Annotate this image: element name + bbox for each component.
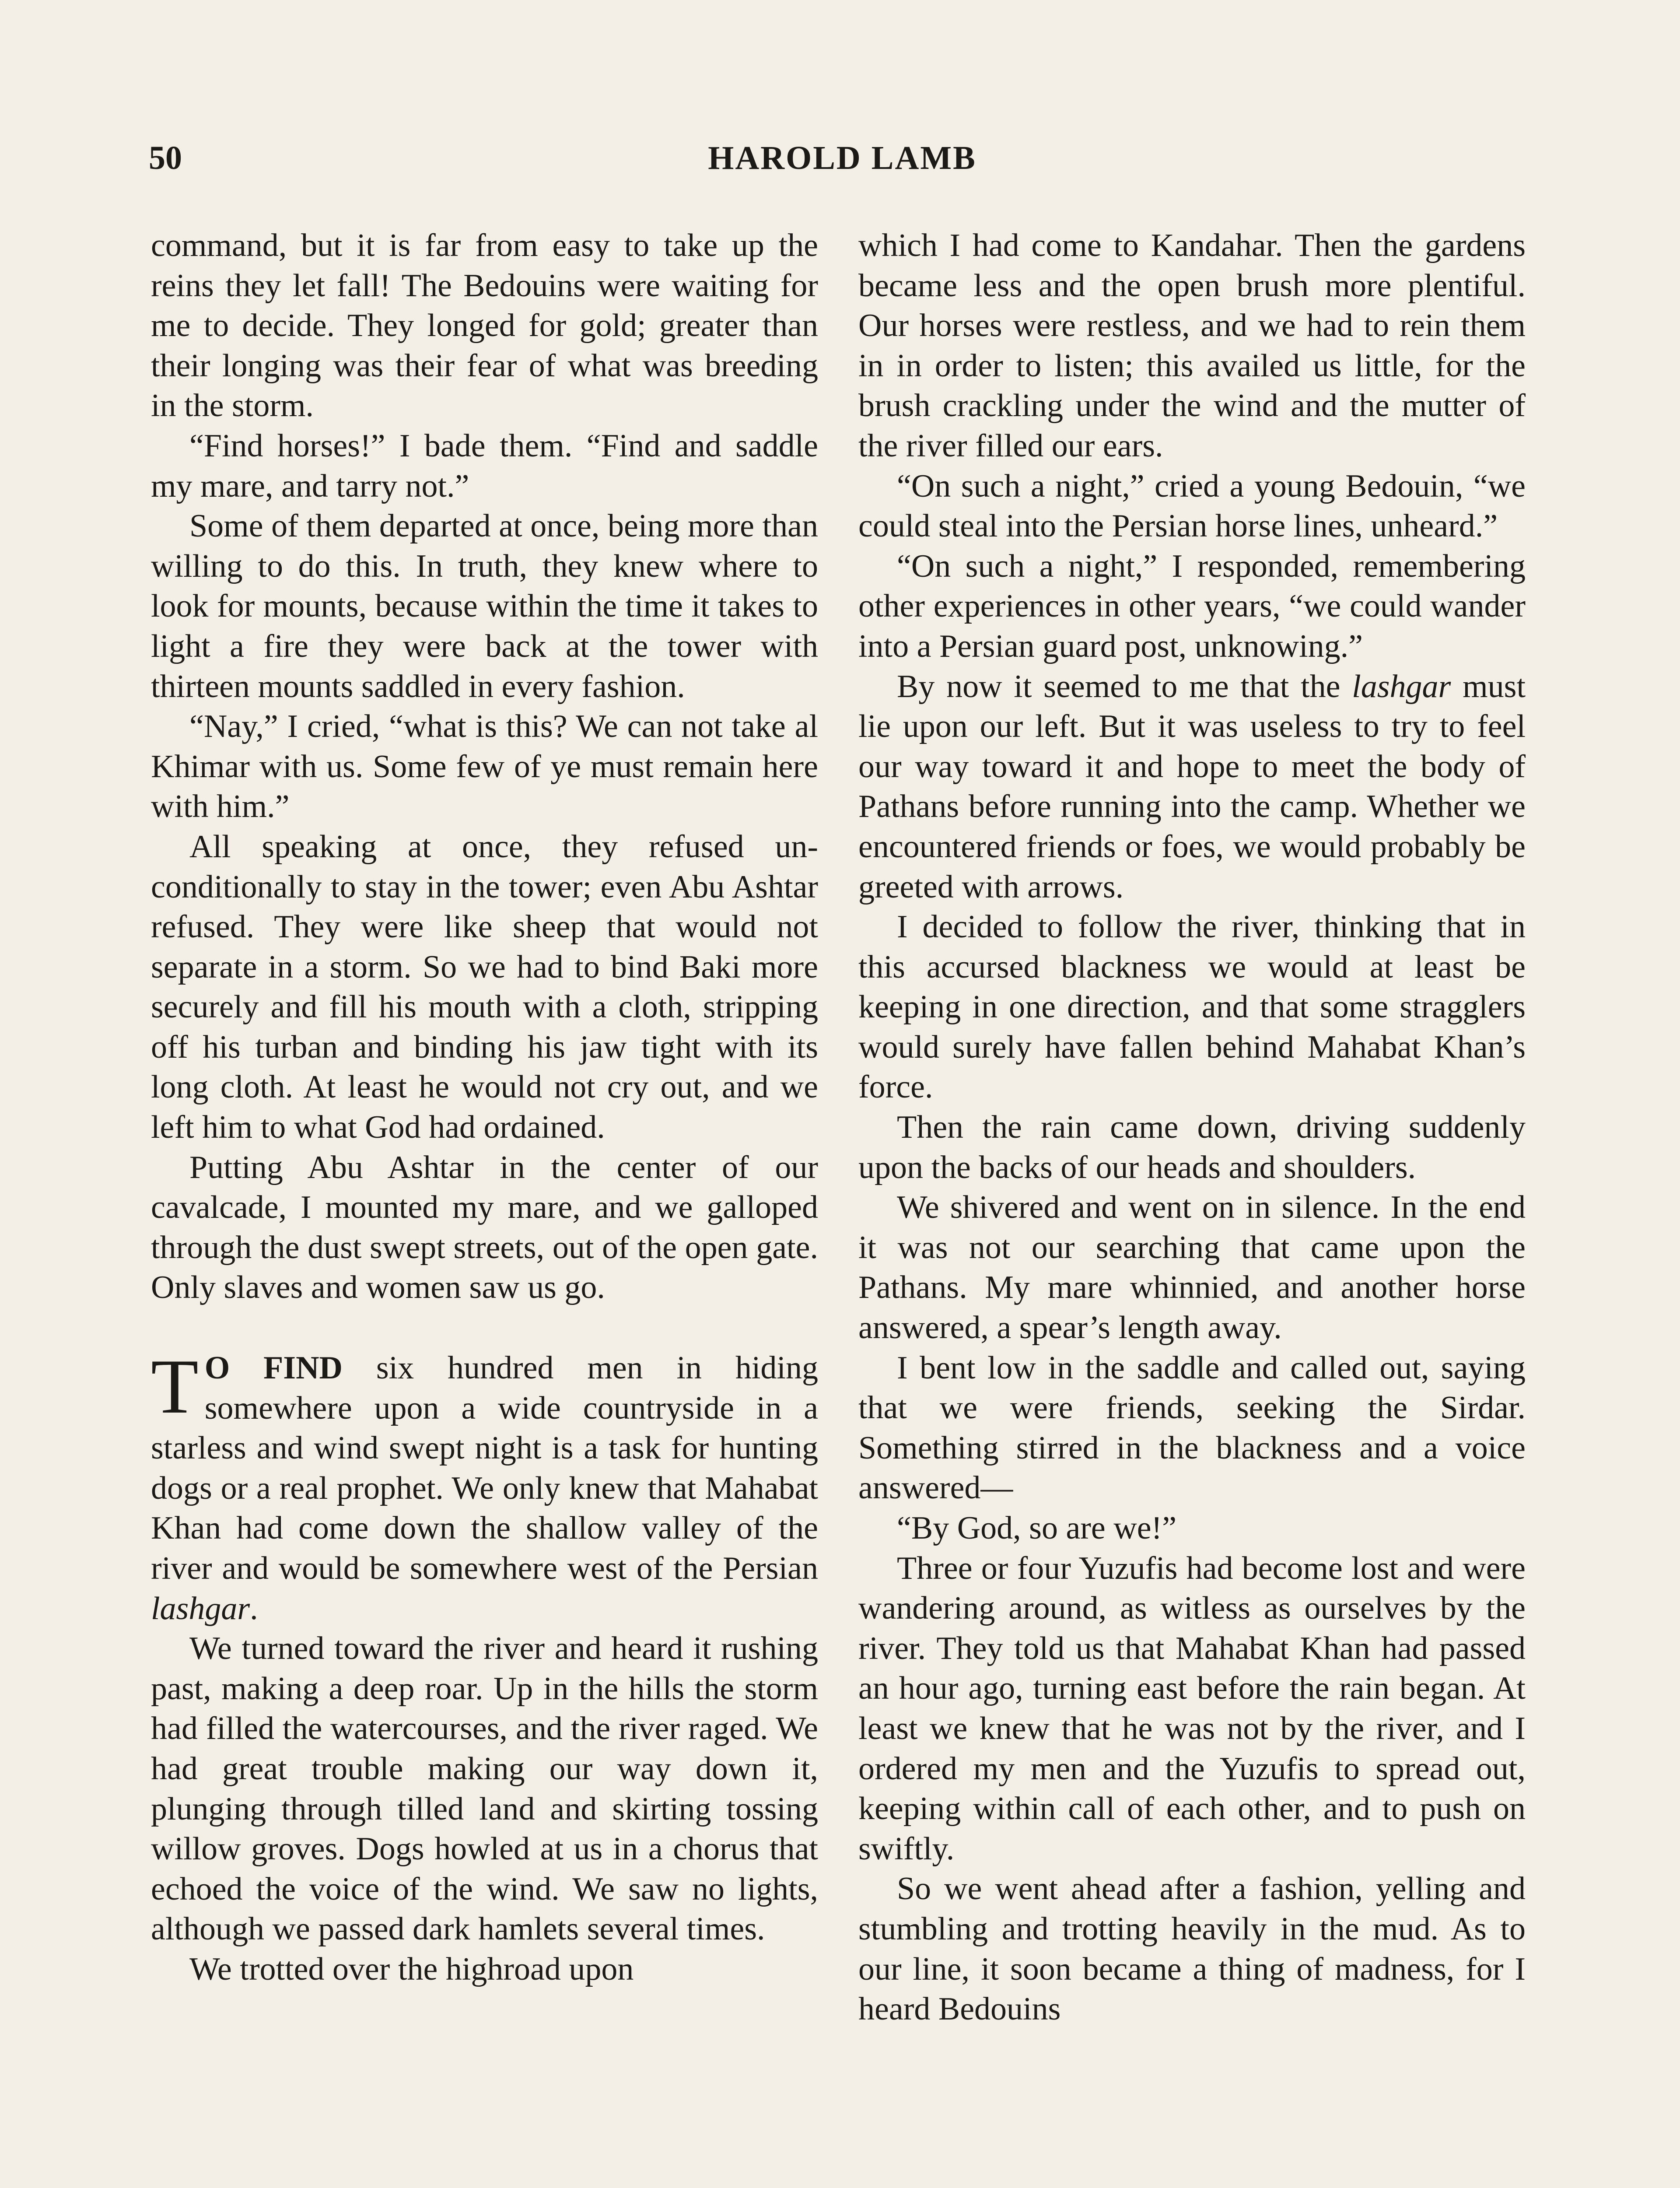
paragraph: I bent low in the saddle and called out, saying that we were friends, seeking the Sirdar. Something stirred in the blackness and a voice answered— <box>858 1350 1526 1506</box>
drop-cap: T <box>151 1343 199 1430</box>
paragraph: Three or four Yuzufis had become lost and were wandering around, as witless as ourselves by the river. They told us that Mahabat Khan had passed an hour ago, turning east before the rain began. At least we knew that he was not by the river, and I ordered my men and the Yuzufis to spread out, keeping within call of each other, and to push on swiftly. <box>858 1550 1526 1867</box>
paragraph: “Nay,” I cried, “what is this? We can not take al Khimar with us. Some few of ye must remain here with him.” <box>151 708 818 825</box>
paragraph-text: By now it seemed to me that the <box>897 668 1352 705</box>
left-column <box>151 226 818 1990</box>
paragraph: “On such a night,” cried a young Bedouin, “we could steal into the Persian horse lines, unheard.” <box>858 468 1526 544</box>
paragraph: Putting Abu Ashtar in the center of our cavalcade, I mounted my mare, and we galloped through the dust swept streets, out of the open gate. Only slaves and women saw us go. <box>151 1149 818 1306</box>
paragraph-text: . <box>250 1590 258 1627</box>
page-number: 50 <box>149 140 182 176</box>
paragraph: command, but it is far from easy to take up the reins they let fall! The Bedouins were waiting for me to decide. They longed for gold; greater than their longing was their fear of what was breeding in the storm. <box>151 228 818 424</box>
paragraph: Some of them departed at once, being more than willing to do this. In truth, they knew where to look for mounts, because within the time it takes to light a fire they were back at the tower with thirteen mounts saddled in every fashion. <box>151 508 818 705</box>
paragraph <box>858 667 1526 908</box>
lead-in: O FIND <box>204 1350 343 1386</box>
paragraph-text: must lie upon our left. But it was useless to try to feel our way toward it and hope to meet the body of Pathans before running into the camp. Whether we encountered friends or foes, we would probably be greeted with arrows. <box>858 668 1526 905</box>
italic-term: lashgar <box>1352 668 1451 705</box>
paragraph: All speaking at once, they refused unconditionally to stay in the tower; even Abu Ashtar refused. They were like sheep that would not separate in a storm. So we had to bind Baki more securely and fill his mouth with a cloth, stripping off his turban and binding his jaw tight with its long cloth. At least he would not cry out, and we left him to what God had ordained. <box>151 828 818 1146</box>
paragraph: Then the rain came down, driving suddenly upon the backs of our heads and shoulders. <box>858 1109 1526 1185</box>
paragraph: which I had come to Kandahar. Then the gardens became less and the open brush more plentiful. Our horses were restless, and we had to rein them in in order to listen; this availed us little, for the brush crackling under the wind and the mutter of the river filled our ears. <box>858 228 1526 464</box>
paragraph: “On such a night,” I responded, remembering other experiences in other years, “we could wander into a Persian guard post, unknowing.” <box>858 548 1526 664</box>
paragraph: “By God, so are we!” <box>897 1510 1177 1546</box>
running-head: HAROLD LAMB <box>708 140 976 176</box>
paragraph: We turned toward the river and heard it rushing past, making a deep roar. Up in the hills the storm had filled the watercourses, and the river raged. We had great trouble making our way down it, plunging through tilled land and skirting tossing willow groves. Dogs howled at us in a chorus that echoed the voice of the wind. We saw no lights, although we passed dark hamlets several times. <box>151 1630 818 1947</box>
paragraph: So we went ahead after a fashion, yelling and stumbling and trotting heavily in the mud. As to our line, it soon became a thing of madness, for I heard Bedouins <box>858 1871 1526 2027</box>
page-header <box>149 139 1536 187</box>
paragraph-text: six hundred men in hiding somewhere upon a wide countryside in a starless and wind swept night is a task for hunting dogs or a real prophet. We only knew that Mahabat Khan had come down the shallow valley of the river and would be somewhere west of the Persian <box>151 1350 818 1586</box>
paragraph: “Find horses!” I bade them. “Find and saddle my mare, and tarry not.” <box>151 428 818 504</box>
right-column <box>858 226 1526 2030</box>
section-opening-paragraph <box>151 1343 818 1629</box>
paragraph: I decided to follow the river, thinking that in this accursed blackness we would at least be keeping in one direction, and that some stragglers would surely have fallen behind Mahabat Khan’s force. <box>858 909 1526 1105</box>
paragraph: We shivered and went on in silence. In the end it was not our searching that came upon the Pathans. My mare whinnied, and another horse answered, a spear’s length away. <box>858 1189 1526 1346</box>
italic-term: lashgar <box>151 1590 250 1627</box>
paragraph: We trotted over the highroad upon <box>189 1951 634 1987</box>
